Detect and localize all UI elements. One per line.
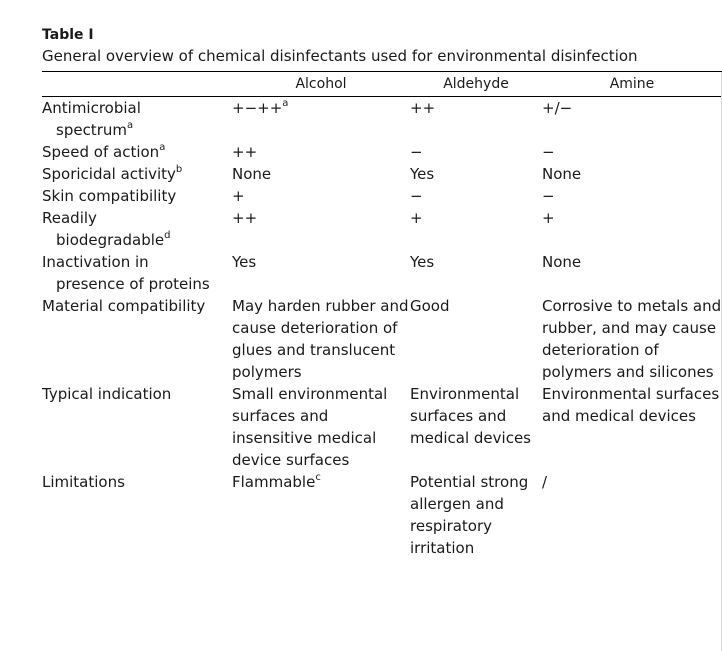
row-label bbox=[42, 251, 232, 295]
row-label bbox=[42, 295, 232, 383]
cell-text: Small environmental surfaces and insensitive medical device surfaces bbox=[232, 385, 388, 469]
cell-text: ++ bbox=[232, 209, 258, 227]
header-alcohol: Alcohol bbox=[295, 76, 347, 92]
cell-amine bbox=[542, 295, 722, 383]
cell-text: Flammable bbox=[232, 473, 316, 491]
footnote-marker: a bbox=[159, 142, 166, 153]
row-label-line bbox=[42, 119, 232, 141]
cell-text: / bbox=[542, 473, 548, 491]
row-label-line bbox=[42, 273, 232, 295]
cell-alcohol bbox=[232, 207, 410, 251]
cell-text: Potential strong allergen and respiratory irritation bbox=[410, 473, 529, 557]
cell-text: None bbox=[542, 165, 582, 183]
cell-aldehyde bbox=[410, 163, 542, 185]
cell-aldehyde bbox=[410, 185, 542, 207]
row-label-text: presence of proteins bbox=[56, 275, 210, 293]
row-label-text: Antimicrobial bbox=[42, 99, 141, 117]
table-row bbox=[42, 185, 722, 207]
row-label-text: Inactivation in bbox=[42, 253, 149, 271]
cell-alcohol bbox=[232, 163, 410, 185]
row-label-line bbox=[42, 383, 232, 405]
cell-aldehyde bbox=[410, 207, 542, 251]
cell-amine bbox=[542, 185, 722, 207]
table-container bbox=[42, 26, 722, 559]
cell-aldehyde bbox=[410, 471, 542, 559]
table-row bbox=[42, 163, 722, 185]
table-row bbox=[42, 383, 722, 471]
table-row bbox=[42, 97, 722, 141]
cell-text: +−++ bbox=[232, 99, 283, 117]
cell-text: − bbox=[410, 143, 423, 161]
cell-amine bbox=[542, 251, 722, 295]
row-label-text: Material compatibility bbox=[42, 297, 206, 315]
cell-alcohol bbox=[232, 295, 410, 383]
header-amine: Amine bbox=[609, 76, 655, 92]
table-caption: General overview of chemical disinfectants used for environmental disinfection bbox=[42, 47, 638, 65]
cell-text: + bbox=[410, 209, 423, 227]
cell-amine bbox=[542, 383, 722, 471]
cell-amine bbox=[542, 471, 722, 559]
cell-text: − bbox=[542, 187, 555, 205]
cell-text: None bbox=[542, 253, 582, 271]
row-label-text: Typical indication bbox=[42, 385, 172, 403]
table-row bbox=[42, 295, 722, 383]
table-row bbox=[42, 251, 722, 295]
cell-alcohol bbox=[232, 251, 410, 295]
cell-text: Corrosive to metals and rubber, and may cause deterioration of polymers and silicones bbox=[542, 297, 722, 381]
row-label bbox=[42, 207, 232, 251]
cell-text: Yes bbox=[232, 253, 257, 271]
cell-text: Yes bbox=[410, 165, 435, 183]
table-label: Table I bbox=[42, 27, 94, 43]
cell-aldehyde bbox=[410, 97, 542, 141]
cell-alcohol bbox=[232, 471, 410, 559]
header-aldehyde: Aldehyde bbox=[443, 76, 509, 92]
row-label-text: Readily bbox=[42, 209, 97, 227]
row-label-line bbox=[42, 97, 232, 119]
cell-text: ++ bbox=[410, 99, 436, 117]
header-blank bbox=[42, 72, 232, 96]
cell-aldehyde bbox=[410, 141, 542, 163]
cell-alcohol bbox=[232, 97, 410, 141]
row-label bbox=[42, 97, 232, 141]
cell-aldehyde bbox=[410, 251, 542, 295]
row-label-line bbox=[42, 185, 232, 207]
row-label bbox=[42, 141, 232, 163]
cell-text: None bbox=[232, 165, 272, 183]
cell-aldehyde bbox=[410, 295, 542, 383]
cell-amine bbox=[542, 97, 722, 141]
row-label-line bbox=[42, 141, 232, 163]
row-label bbox=[42, 185, 232, 207]
row-label-line bbox=[42, 471, 232, 493]
cell-text: + bbox=[542, 209, 555, 227]
cell-amine bbox=[542, 141, 722, 163]
cell-text: +/− bbox=[542, 99, 573, 117]
footnote-marker: c bbox=[315, 472, 321, 483]
cell-alcohol bbox=[232, 383, 410, 471]
row-label-text: Speed of action bbox=[42, 143, 160, 161]
cell-text: Environmental surfaces and medical devices bbox=[410, 385, 531, 447]
footnote-marker: a bbox=[282, 98, 289, 109]
row-label-line bbox=[42, 251, 232, 273]
row-label bbox=[42, 163, 232, 185]
row-label-text: Skin compatibility bbox=[42, 187, 177, 205]
footnote-marker: b bbox=[175, 164, 183, 175]
row-label-line bbox=[42, 207, 232, 229]
cell-amine bbox=[542, 163, 722, 185]
table-row bbox=[42, 141, 722, 163]
table-body bbox=[42, 96, 722, 559]
cell-text: − bbox=[542, 143, 555, 161]
cell-amine bbox=[542, 207, 722, 251]
cell-aldehyde bbox=[410, 383, 542, 471]
row-label-line bbox=[42, 229, 232, 251]
cell-alcohol bbox=[232, 185, 410, 207]
header-row bbox=[42, 72, 722, 96]
row-label-text: Sporicidal activity bbox=[42, 165, 176, 183]
row-label-text: spectrum bbox=[56, 121, 127, 139]
cell-text: − bbox=[410, 187, 423, 205]
row-label-line bbox=[42, 163, 232, 185]
table-row bbox=[42, 471, 722, 559]
disinfectants-table bbox=[42, 72, 722, 559]
cell-text: May harden rubber and cause deterioration of glues and translucent polymers bbox=[232, 297, 409, 381]
cell-text: Good bbox=[410, 297, 450, 315]
cell-text: Yes bbox=[410, 253, 435, 271]
footnote-marker: d bbox=[164, 230, 171, 241]
cell-alcohol bbox=[232, 141, 410, 163]
table-row bbox=[42, 207, 722, 251]
row-label-line bbox=[42, 295, 232, 317]
row-label-text: biodegradable bbox=[56, 231, 165, 249]
row-label-text: Limitations bbox=[42, 473, 125, 491]
row-label bbox=[42, 383, 232, 471]
cell-text: + bbox=[232, 187, 245, 205]
footnote-marker: a bbox=[126, 120, 134, 131]
row-label bbox=[42, 471, 232, 559]
cell-text: ++ bbox=[232, 143, 258, 161]
cell-text: Environmental surfaces and medical devices bbox=[542, 385, 720, 425]
